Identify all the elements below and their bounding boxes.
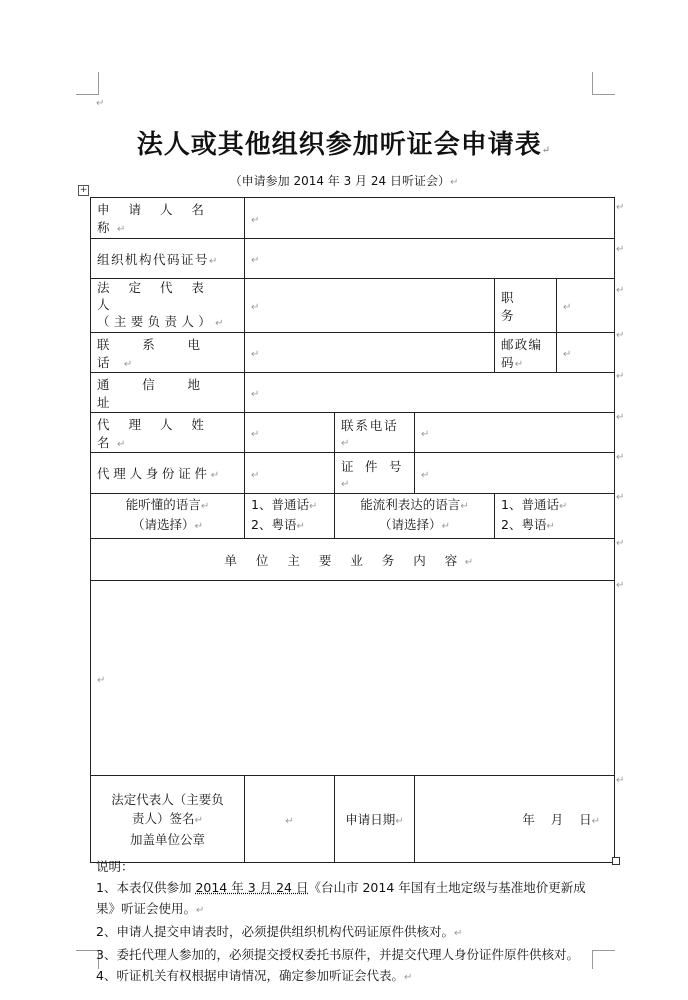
applicant-name-label: 申 请 人 名 称↵ bbox=[91, 198, 245, 239]
note-item-1: 1、本表仅供参加 2014 年 3 月 24 日《台山市 2014 年国有土地定级与基准地价更新成果》听证会使用。↵ bbox=[96, 880, 586, 916]
row-end-mark: ↵ bbox=[616, 452, 625, 463]
understood-language-options[interactable]: 1、普通话↵ 2、粤语↵ bbox=[245, 494, 335, 539]
row-end-mark: ↵ bbox=[616, 538, 625, 549]
page-title: 法人或其他组织参加听证会申请表↵ bbox=[136, 130, 552, 160]
notes-section bbox=[96, 856, 601, 988]
row-end-mark: ↵ bbox=[616, 775, 625, 786]
page-subtitle: （申请参加 2014 年 3 月 24 日听证会）↵ bbox=[229, 174, 459, 188]
understood-language-label: 能听懂的语言↵ （请选择）↵ bbox=[91, 494, 245, 539]
crop-mark-top-right bbox=[592, 72, 615, 95]
signature-label: 法定代表人（主要负 责人）签名↵ 加盖单位公章 bbox=[91, 776, 245, 863]
table-move-handle-icon[interactable]: + bbox=[79, 185, 88, 195]
apply-date-label: 申请日期↵ bbox=[335, 776, 415, 863]
phone-label: 联 系 电 话↵ bbox=[91, 333, 245, 373]
application-form-table bbox=[90, 197, 615, 863]
legal-rep-field[interactable]: ↵ bbox=[245, 279, 495, 333]
row-end-mark: ↵ bbox=[616, 492, 625, 503]
id-no-field[interactable]: ↵ bbox=[415, 453, 615, 494]
address-label: 通 信 地 址 bbox=[91, 373, 245, 413]
applicant-name-field[interactable]: ↵ bbox=[245, 198, 615, 239]
row-end-mark: ↵ bbox=[616, 202, 625, 213]
position-label: 职 务 bbox=[495, 279, 557, 333]
row-end-mark: ↵ bbox=[616, 330, 625, 341]
business-content-field[interactable]: ↵ bbox=[91, 581, 615, 776]
legal-rep-label: 法 定 代 表 人 （主要负责人）↵ bbox=[91, 279, 245, 333]
agent-name-label: 代 理 人 姓 名↵ bbox=[91, 413, 245, 453]
notes-heading: 说明： bbox=[96, 859, 134, 874]
row-end-mark: ↵ bbox=[616, 244, 625, 255]
row-end-mark: ↵ bbox=[616, 285, 625, 296]
paragraph-mark: ↵ bbox=[96, 98, 105, 109]
row-end-mark: ↵ bbox=[616, 371, 625, 382]
note-item-4: 4、听证机关有权根据申请情况，确定参加听证会代表。↵ bbox=[96, 968, 413, 983]
note-item-3: 3、委托代理人参加的，必须提交授权委托书原件，并提交代理人身份证件原件供核对。 bbox=[96, 947, 579, 962]
agent-id-label: 代理人身份证件↵ bbox=[91, 453, 245, 494]
crop-mark-top-left bbox=[76, 72, 99, 95]
agent-id-field[interactable]: ↵ bbox=[245, 453, 335, 494]
row-end-mark: ↵ bbox=[616, 580, 625, 591]
agent-name-field[interactable]: ↵ bbox=[245, 413, 335, 453]
business-section-heading: 单 位 主 要 业 务 内 容↵ bbox=[91, 539, 615, 581]
org-code-field[interactable]: ↵ bbox=[245, 239, 615, 279]
note-item-2: 2、申请人提交申请表时，必须提供组织机构代码证原件供核对。↵ bbox=[96, 924, 463, 939]
apply-date-field[interactable]: 年 月 日↵ bbox=[415, 776, 615, 863]
signature-field[interactable]: ↵ bbox=[245, 776, 335, 863]
fluent-language-label: 能流利表达的语言↵ （请选择）↵ bbox=[335, 494, 495, 539]
table-resize-handle[interactable] bbox=[612, 857, 620, 865]
address-field[interactable]: ↵ bbox=[245, 373, 615, 413]
phone-field[interactable]: ↵ bbox=[245, 333, 495, 373]
contact-phone-label: 联系电话↵ bbox=[335, 413, 415, 453]
position-field[interactable]: ↵ bbox=[557, 279, 615, 333]
postal-code-field[interactable]: ↵ bbox=[557, 333, 615, 373]
org-code-label: 组织机构代码证号↵ bbox=[91, 239, 245, 279]
row-end-mark: ↵ bbox=[616, 412, 625, 423]
postal-code-label: 邮政编码↵ bbox=[495, 333, 557, 373]
contact-phone-field[interactable]: ↵ bbox=[415, 413, 615, 453]
id-no-label: 证 件 号↵ bbox=[335, 453, 415, 494]
fluent-language-options[interactable]: 1、普通话↵ 2、粤语↵ bbox=[495, 494, 615, 539]
